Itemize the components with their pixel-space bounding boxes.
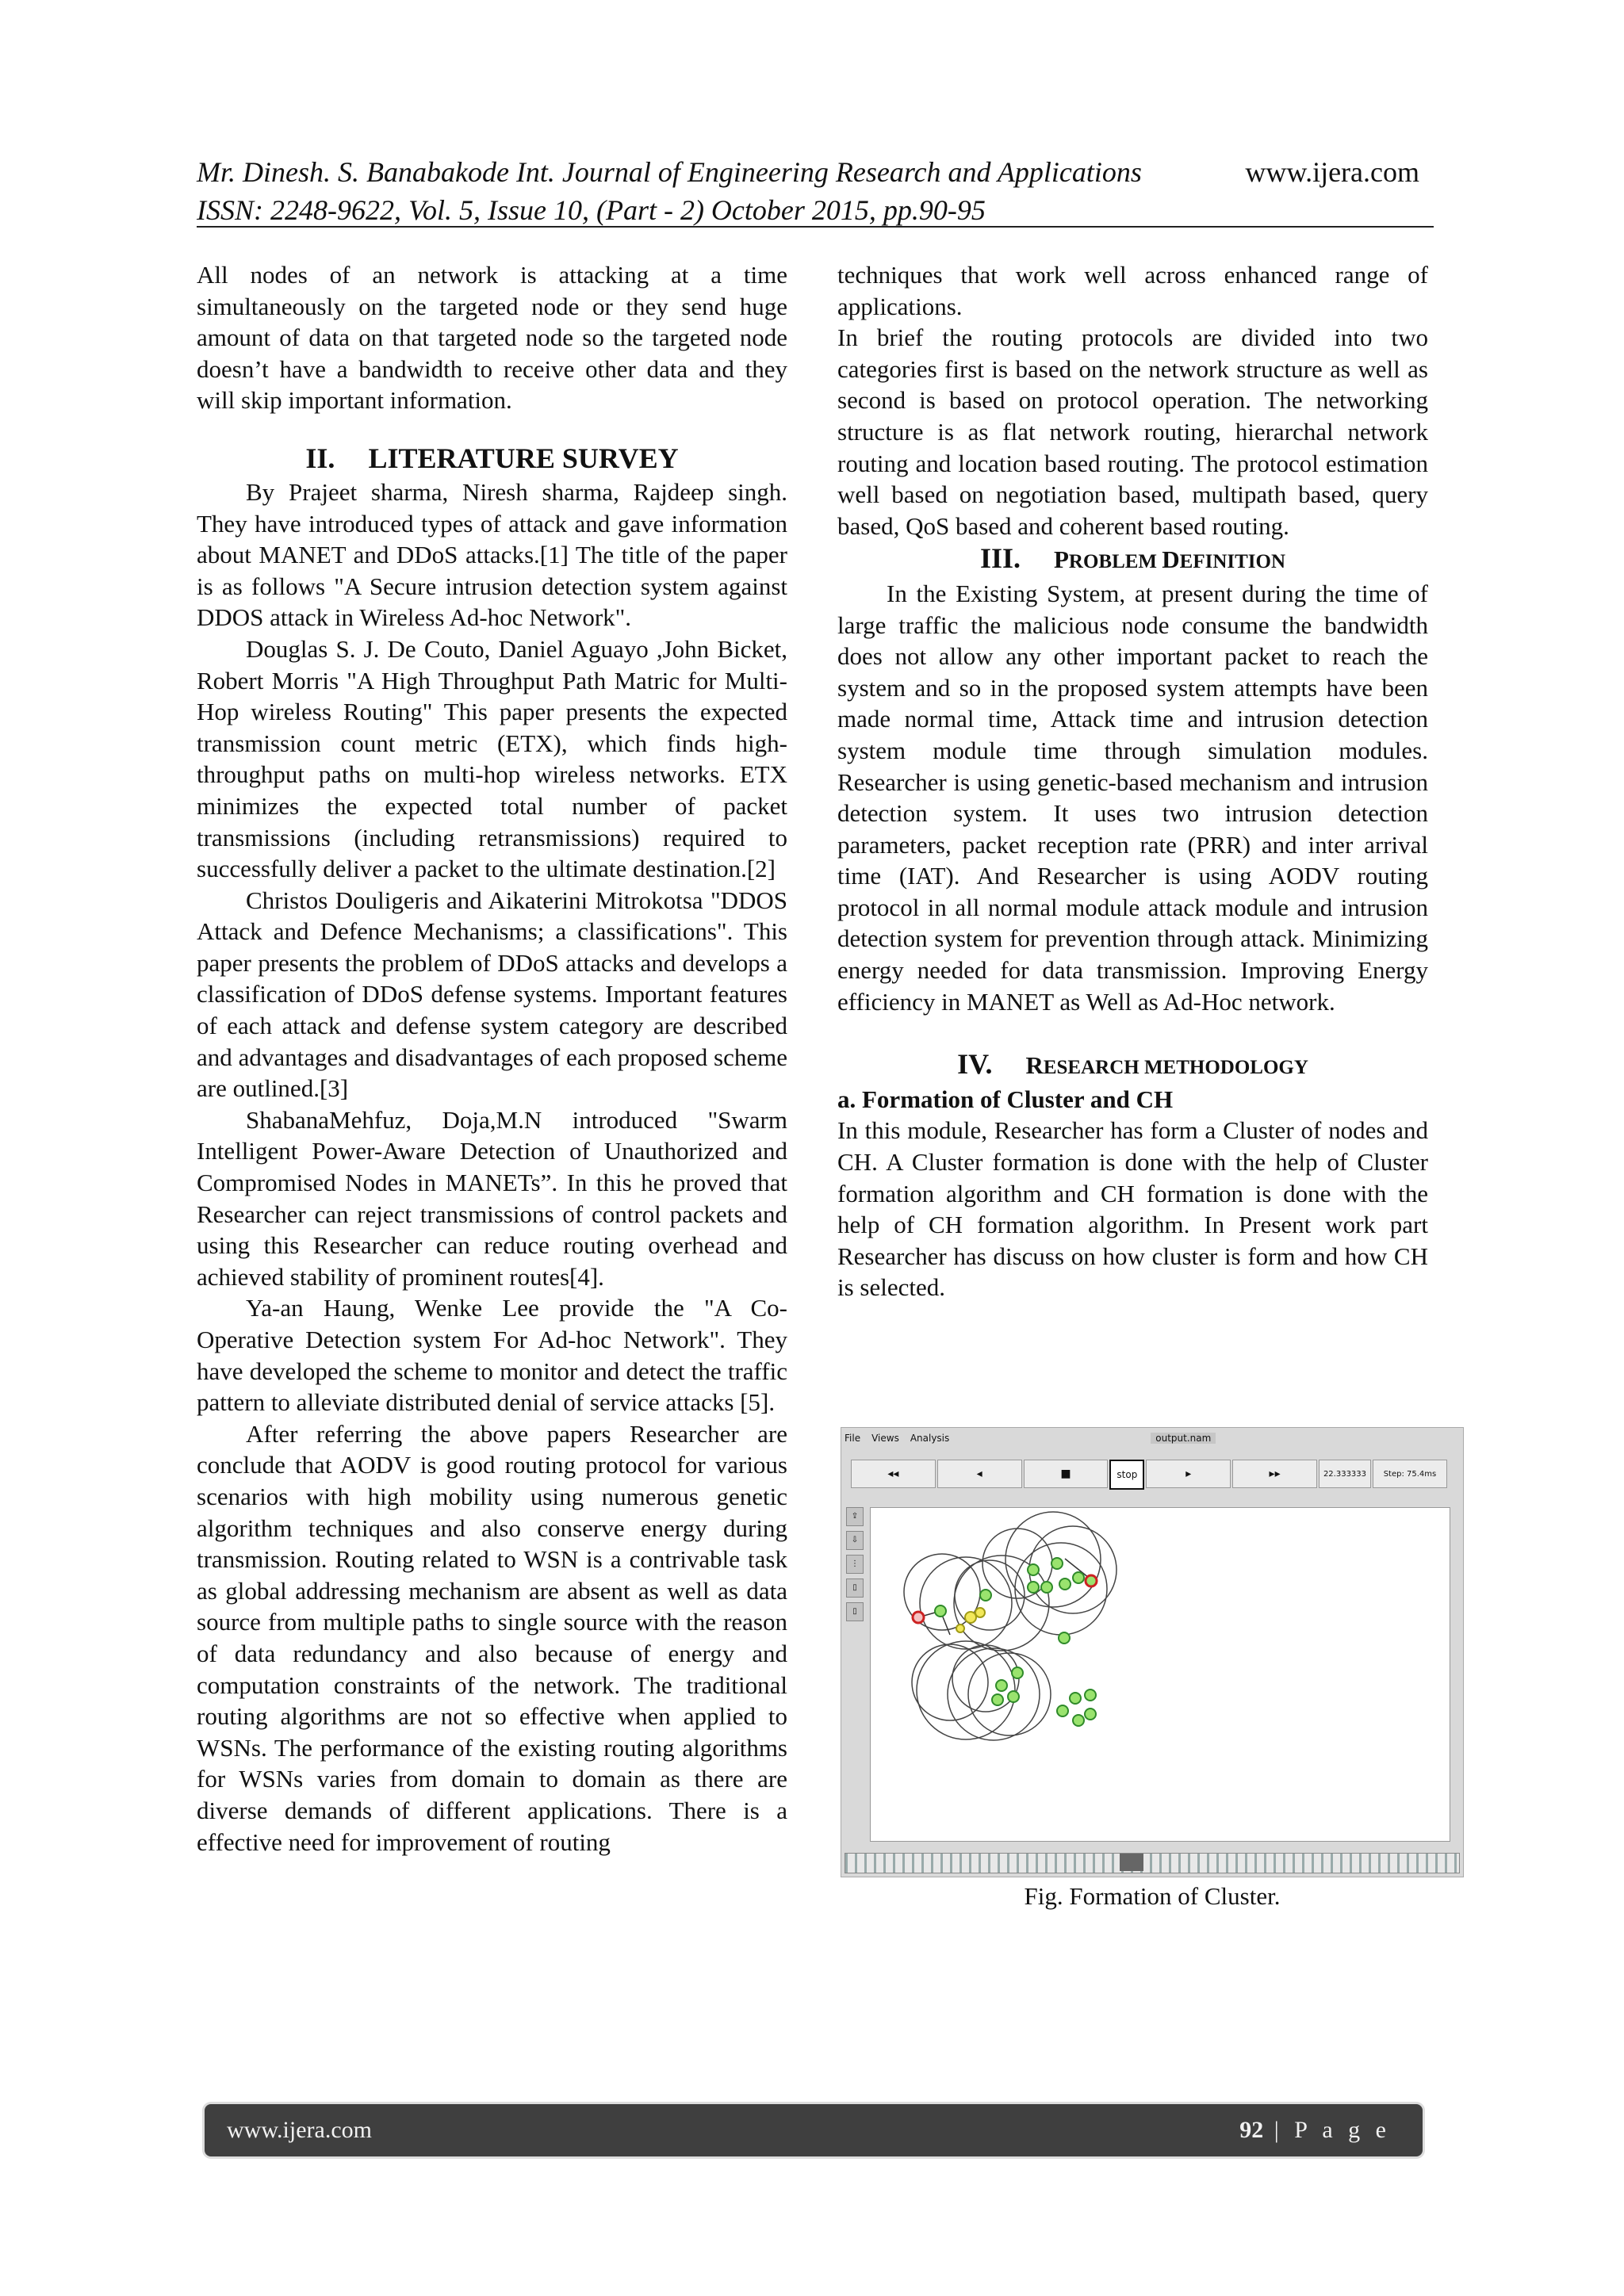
left-column: [197, 259, 787, 1858]
figure-toolbar: [851, 1460, 1447, 1488]
stop-icon-button[interactable]: ■: [1024, 1460, 1109, 1488]
menu-analysis[interactable]: Analysis: [910, 1433, 950, 1444]
sensor-node: [1012, 1667, 1023, 1678]
panel-icon[interactable]: ▯: [846, 1578, 864, 1598]
footer-website[interactable]: www.ijera.com: [227, 2117, 372, 2143]
sensor-node: [980, 1590, 991, 1601]
cluster-head-node: [956, 1624, 964, 1632]
right-column: [837, 259, 1428, 1303]
sensor-node: [1041, 1582, 1052, 1593]
network-canvas: [870, 1507, 1450, 1842]
sensor-node: [1059, 1632, 1070, 1644]
menu-file[interactable]: File: [845, 1433, 861, 1444]
sensor-node: [992, 1694, 1003, 1705]
page-footer: [205, 2104, 1423, 2156]
figure-filename: output.nam: [1151, 1433, 1216, 1444]
sensor-node: [1057, 1705, 1068, 1716]
timeline-thumb[interactable]: [1120, 1854, 1143, 1871]
sensor-node: [1051, 1558, 1063, 1569]
literature-paragraph-6: After referring the above papers Researcher are conclude that AODV is good routing protocol for various scenarios with high mobility using numerous genetic algorithm techniques and also conserve energy during transmission. Routing related to WSN is a contrivable task as global addressing mechanism are absent as well as data source from multiple paths to single source with the reason of data redundancy and also because of energy and computation constraints of the network. The traditional routing algorithms are not so effective when applied to WSNs. The performance of the existing routing algorithms for WSNs varies from domain to domain as there are diverse demands of different applications. There is a effective need for improvement of routing: [197, 1419, 787, 1856]
literature-paragraph-2: Douglas S. J. De Couto, Daniel Aguayo ,John Bicket, Robert Morris "A High Throughput Path Matric for Multi-Hop wireless Routing" This paper presents the expected transmission count metric (ETX), which finds high-throughput paths on multi-hop wireless networks. ETX minimizes the expected total number of packet transmissions (including retransmissions) required to successfully deliver a packet to the ultimate destination.[2]: [197, 634, 787, 883]
time-readout: 22.333333: [1319, 1460, 1371, 1488]
literature-paragraph-4: ShabanaMehfuz, Doja,M.N introduced "Swarm Intelligent Power-Aware Detection of Unauthorized and Compromised Nodes in MANETs”. In this he proved that Researcher can reject transmissions of control packets and using this Researcher can reduce routing overhead and achieved stability of prominent routes[4].: [197, 1105, 787, 1291]
menu-views[interactable]: Views: [871, 1433, 899, 1444]
panel-icon-2[interactable]: ▯: [846, 1602, 864, 1621]
routing-protocols-paragraph: In brief the routing protocols are divided into two categories first is based on the network structure as well as second is based on protocol operation. The networking structure is as flat network routing, hierarchal network routing and location based routing. The protocol estimation well based on negotiation based, multipath based, query based, QoS based and coherent based routing.: [837, 323, 1428, 540]
sensor-node: [1085, 1709, 1096, 1720]
problem-definition-paragraph: In the Existing System, at present during the time of large traffic the malicious node consume the bandwidth does not allow any other important packet to reach the system and so in the proposed system attempts have been made normal time, Attack time and intrusion detection system module time through simulation modules. Researcher is using genetic-based mechanism and intrusion detection system. It uses two intrusion detection parameters, packet reception rate (PRR) and inter arrival time (IAT). And Researcher is using AODV routing protocol in all normal module attack module and intrusion detection system for prevention through attack. Minimizing energy needed for data transmission. Improving Energy efficiency in MANET as Well as Ad-Hoc network.: [837, 579, 1428, 1016]
sensor-node: [1073, 1715, 1084, 1726]
literature-paragraph-1: By Prajeet sharma, Niresh sharma, Rajdeep singh. They have introduced types of attack and gave information about MANET and DDoS attacks.[1] The title of the paper is as follows "A Secure intrusion detection system against DDOS attack in Wireless Ad-hoc Network".: [197, 477, 787, 632]
timeline-scrollbar[interactable]: [845, 1853, 1460, 1873]
nam-simulator-screenshot: [841, 1427, 1464, 1877]
rewind-button[interactable]: ◂◂: [851, 1460, 936, 1488]
cluster-head-node: [965, 1612, 976, 1623]
cluster-network-diagram: [871, 1508, 1450, 1841]
section-heading-literature-survey: II. LITERATURE SURVEY: [305, 442, 679, 474]
continued-paragraph: techniques that work well across enhanced range of applications.: [837, 261, 1428, 320]
figure-caption: Fig. Formation of Cluster.: [1024, 1882, 1281, 1910]
sensor-node: [1073, 1572, 1084, 1583]
sensor-node: [1085, 1689, 1096, 1701]
figure-menubar: [845, 1429, 1460, 1447]
section-heading-research-methodology: IV. RESEARCH METHODOLOGY: [957, 1048, 1308, 1081]
cluster-formation-paragraph: In this module, Researcher has form a Cluster of nodes and CH. A Cluster formation is done with the help of Cluster formation algorithm and CH formation is done with the help of CH formation algorithm. In Present work part Researcher has discuss on how cluster is form and how CH is selected.: [837, 1116, 1428, 1302]
sensor-node: [1070, 1693, 1081, 1704]
sensor-node: [996, 1680, 1007, 1691]
header-website[interactable]: www.ijera.com: [1245, 156, 1419, 188]
subsection-heading-cluster-formation: a. Formation of Cluster and CH: [837, 1085, 1174, 1113]
cluster-range-circle: [952, 1645, 1019, 1712]
back-button[interactable]: ◂: [937, 1460, 1022, 1488]
sensor-node: [1059, 1578, 1071, 1590]
cluster-head-node: [975, 1608, 985, 1617]
running-header: [197, 153, 1419, 229]
zoom-in-icon[interactable]: ⇪: [846, 1507, 864, 1526]
play-button[interactable]: ▸: [1146, 1460, 1231, 1488]
malicious-node: [1086, 1575, 1097, 1586]
sensor-node: [1028, 1582, 1039, 1593]
header-citation: Mr. Dinesh. S. Banabakode Int. Journal of Engineering Research and Applications: [197, 156, 1142, 188]
intro-paragraph: All nodes of an network is attacking at a time simultaneously on the targeted node or they send huge amount of data on that targeted node so the targeted node doesn’t have a bandwidth to receive other data and they will skip important information.: [197, 261, 787, 415]
side-toolbar: [846, 1507, 864, 1626]
page-number: 92 | P a g e: [1239, 2117, 1391, 2143]
literature-paragraph-3: Christos Douligeris and Aikaterini Mitrokotsa "DDOS Attack and Defence Mechanisms; a classifications". This paper presents the problem of DDoS attacks and develops a classification of DDoS defense systems. Important features of each attack and defense system category are described and advantages and disadvantages of each proposed scheme are outlined.[3]: [197, 886, 787, 1103]
zoom-out-icon[interactable]: ⇩: [846, 1531, 864, 1550]
sensor-node: [1028, 1564, 1039, 1575]
slider-icon[interactable]: ⋮: [846, 1555, 864, 1574]
literature-paragraph-5: Ya-an Haung, Wenke Lee provide the "A Co-Operative Detection system For Ad-hoc Network". They have developed the scheme to monitor and detect the traffic pattern to alleviate distributed denial of service attacks [5].: [197, 1294, 787, 1417]
sensor-node: [935, 1605, 946, 1617]
step-readout: Step: 75.4ms: [1373, 1460, 1447, 1488]
malicious-node: [913, 1612, 924, 1623]
header-divider: [197, 226, 1434, 228]
fast-forward-button[interactable]: ▸▸: [1232, 1460, 1317, 1488]
header-issn: ISSN: 2248-9622, Vol. 5, Issue 10, (Part - 2) October 2015, pp.90-95: [197, 194, 986, 226]
section-heading-problem-definition: III. PROBLEM DEFINITION: [979, 542, 1286, 575]
cluster-range-circle: [948, 1648, 1040, 1740]
stop-tooltip: stop: [1109, 1460, 1144, 1490]
sensor-node: [1008, 1691, 1019, 1702]
